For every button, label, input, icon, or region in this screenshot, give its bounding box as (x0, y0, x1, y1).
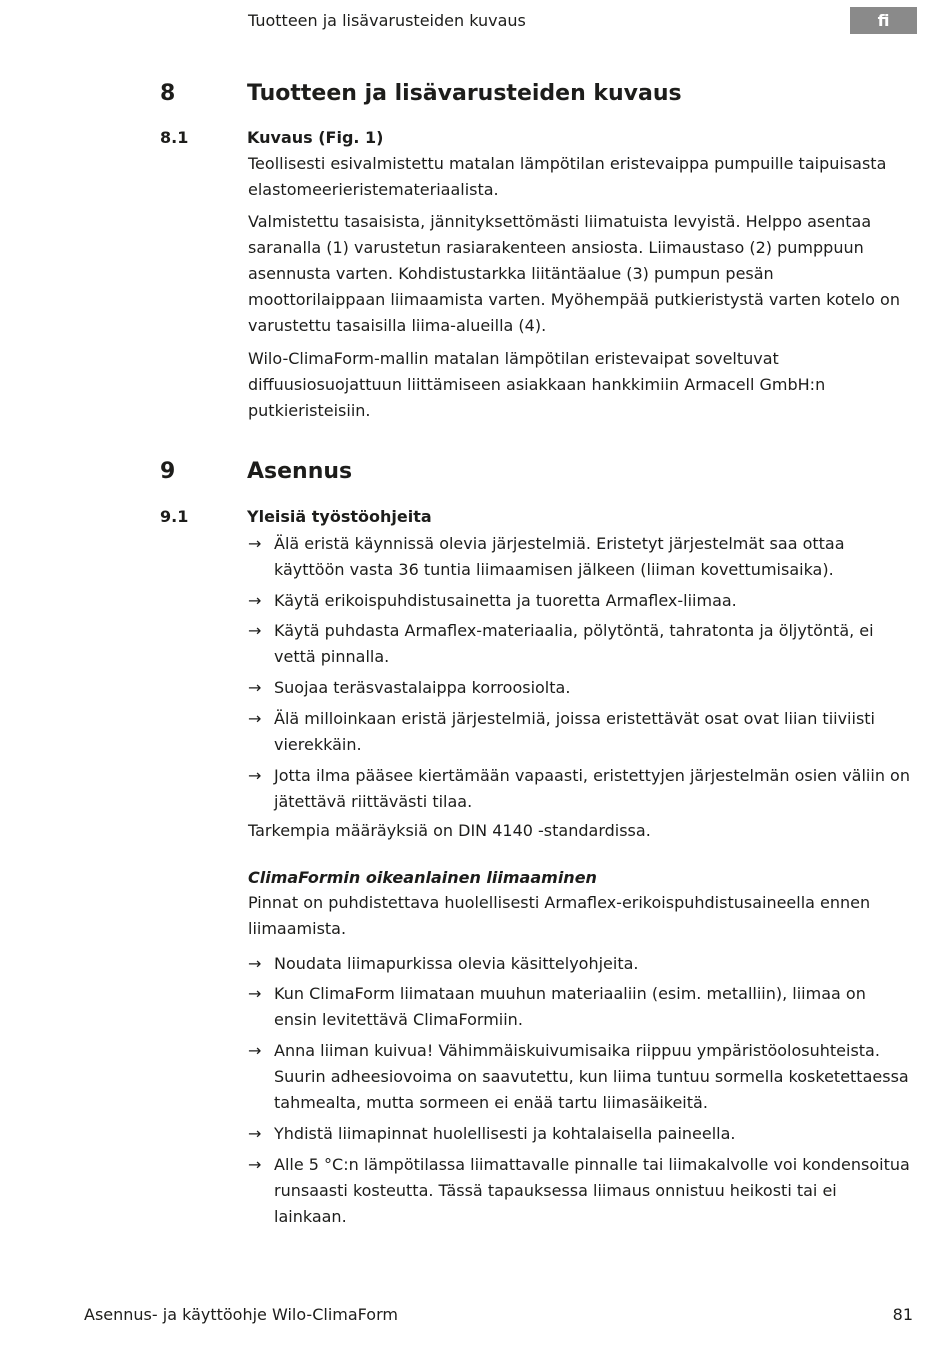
arrow-right-icon: → (248, 766, 262, 785)
subsection-title: Yleisiä työstöohjeita (247, 507, 432, 526)
list-item: → Käytä puhdasta Armaflex-materiaalia, pölytöntä, tahratonta ja öljytöntä, ei vettä pinnalla. (248, 618, 913, 670)
footer-document-title: Asennus- ja käyttöohje Wilo-ClimaForm (84, 1305, 398, 1324)
section-number: 8 (160, 81, 176, 106)
list-item: → Älä milloinkaan eristä järjestelmiä, joissa eristettävät osat ovat liian tiiviisti vierekkäin. (248, 706, 913, 758)
section-number: 9 (160, 459, 176, 484)
arrow-right-icon: → (248, 1155, 262, 1174)
paragraph: Wilo-ClimaForm-mallin matalan lämpötilan eristevaipat soveltuvat diffuusiosuojattuun liittämiseen asiakkaan hankkimiin Armacell GmbH:n putkieristeisiin. (248, 349, 826, 420)
section-title: Asennus (247, 459, 353, 484)
subsection-number: 9.1 (160, 507, 189, 526)
list-item: → Suojaa teräsvastalaippa korroosiolta. (248, 675, 913, 701)
page-number: 81 (892, 1305, 913, 1324)
list-item: → Jotta ilma pääsee kiertämään vapaasti, eristettyjen järjestelmän osien väliin on jätettävä riittävästi tilaa. (248, 763, 913, 815)
list-item: → Noudata liimapurkissa olevia käsittelyohjeita. (248, 951, 913, 977)
running-header: Tuotteen ja lisävarusteiden kuvaus (248, 11, 526, 30)
arrow-right-icon: → (248, 954, 262, 973)
paragraph: Teollisesti esivalmistettu matalan lämpötilan eristevaippa pumpuille taipuisasta elastomeerieristemateriaalista. (248, 154, 887, 199)
list-item: → Kun ClimaForm liimataan muuhun materiaaliin (esim. metalliin), liimaa on ensin levitettävä ClimaFormiin. (248, 981, 913, 1033)
arrow-right-icon: → (248, 1041, 262, 1060)
list-item: → Käytä erikoispuhdistusainetta ja tuoretta Armaflex-liimaa. (248, 588, 913, 614)
list-item: → Anna liiman kuivua! Vähimmäiskuivumisaika riippuu ympäristöolosuhteista. Suurin adheesiovoima on saavutettu, kun liima tuntuu sormella kosketettaessa tahmealta, mutta sormeen ei enää tartu liimasäikeitä. (248, 1038, 913, 1116)
gluing-intro: Pinnat on puhdistettava huolellisesti Armaflex-erikoispuhdistusaineella ennen liimaamista. (248, 893, 871, 938)
section-title: Tuotteen ja lisävarusteiden kuvaus (247, 81, 682, 106)
list-item: → Alle 5 °C:n lämpötilassa liimattavalle pinnalle tai liimakalvolle voi kondensoitua runsaasti kosteutta. Tässä tapauksessa liimaus onnistuu heikosti tai ei lainkaan. (248, 1152, 913, 1230)
arrow-right-icon: → (248, 591, 262, 610)
arrow-right-icon: → (248, 1124, 262, 1143)
paragraph: Valmistettu tasaisista, jännityksettömästi liimatuista levyistä. Helppo asentaa saranalla (1) varustetun rasiarakenteen ansiosta. Liimaustaso (2) pumppuun asennusta varten. Kohdistustarkka liitäntäalue (3) pumpun pesän moottorilaippaan liimaamista varten. Myöhempää putkieristystä varten kotelo on varustettu tasaisilla liima-alueilla (4). (248, 212, 900, 335)
subsection-number: 8.1 (160, 128, 189, 147)
standard-note: Tarkempia määräyksiä on DIN 4140 -standardissa. (248, 821, 651, 840)
arrow-right-icon: → (248, 709, 262, 728)
gluing-title: ClimaFormin oikeanlainen liimaaminen (248, 868, 597, 887)
arrow-right-icon: → (248, 678, 262, 697)
arrow-right-icon: → (248, 984, 262, 1003)
subsection-title: Kuvaus (Fig. 1) (247, 128, 384, 147)
list-item: → Älä eristä käynnissä olevia järjestelmiä. Eristetyt järjestelmät saa ottaa käyttöön vasta 36 tuntia liimaamisen jälkeen (liiman kovettumisaika). (248, 531, 913, 583)
arrow-right-icon: → (248, 621, 262, 640)
list-item: → Yhdistä liimapinnat huolellisesti ja kohtalaisella paineella. (248, 1121, 913, 1147)
language-tab: fi (850, 7, 917, 34)
arrow-right-icon: → (248, 534, 262, 553)
